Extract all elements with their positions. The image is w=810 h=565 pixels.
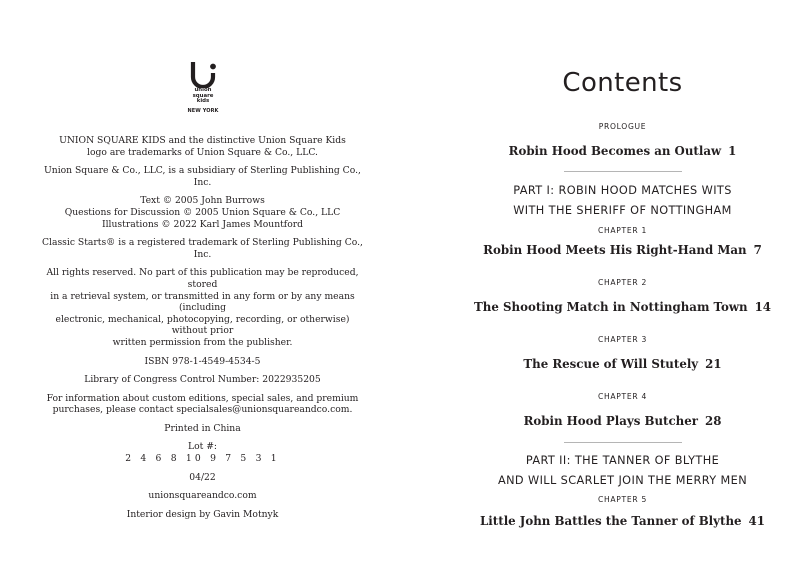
contents-title: Contents <box>562 68 683 98</box>
chapter-label: CHAPTER 1 <box>597 226 648 235</box>
isbn: ISBN 978-1-4549-4534-5 <box>144 355 261 367</box>
trademark-notice: UNION SQUARE KIDS and the distinctive Union Square Kids logo are trademarks of Union Square & Co., LLC. <box>59 135 346 158</box>
entry-title: Robin Hood Meets His Right-Hand Man <box>483 243 747 257</box>
toc-entry-chapter-1 <box>430 239 810 261</box>
chapter-label: CHAPTER 5 <box>597 495 648 504</box>
print-date: 04/22 <box>189 471 216 483</box>
entry-title: The Shooting Match in Nottingham Town <box>474 300 748 314</box>
part-1-heading: PART I: ROBIN HOOD MATCHES WITS WITH THE SHERIFF OF NOTTINGHAM <box>513 184 732 217</box>
lot-label: Lot #: <box>187 441 218 453</box>
chapter-label: CHAPTER 2 <box>597 278 648 287</box>
toc-entry-chapter-3 <box>430 353 810 375</box>
logo-line-3: kids <box>196 98 210 105</box>
logo-city: NEW YORK <box>187 107 219 114</box>
part-2-heading: PART II: THE TANNER OF BLYTHE AND WILL SCARLET JOIN THE MERRY MEN <box>497 454 748 487</box>
entry-title: Robin Hood Plays Butcher <box>523 414 698 428</box>
table-of-contents <box>430 67 810 532</box>
printed-in: Printed in China <box>164 422 241 434</box>
union-square-kids-logo-icon <box>189 60 217 88</box>
prologue-label: PROLOGUE <box>598 122 647 131</box>
special-sales-info: For information about custom editions, special sales, and premium purchases, please contact specialsales@unionsquareandco.com. <box>46 392 359 416</box>
entry-title: Little John Battles the Tanner of Blythe <box>480 514 742 528</box>
chapter-label: CHAPTER 4 <box>597 392 648 401</box>
entry-page: 1 <box>728 144 737 158</box>
chapter-label: CHAPTER 3 <box>597 335 648 344</box>
copyright-block <box>40 135 365 527</box>
toc-entry-prologue <box>430 140 810 162</box>
lot-info <box>40 441 365 464</box>
copyright-credits: Text © 2005 John Burrows Questions for Discussion © 2005 Union Square & Co., LLC Illustrations © 2022 Karl James Mountford <box>64 195 341 230</box>
classic-starts-notice: Classic Starts® is a registered trademark of Sterling Publishing Co., Inc. <box>42 237 363 260</box>
entry-page: 14 <box>754 300 771 314</box>
rights-notice: All rights reserved. No part of this publication may be reproduced, stored in a retrieval system, or transmitted in any form or by any means (including electronic, mechanical, photocopying, recording, or otherwise) without prior written permission from the publisher. <box>46 267 359 348</box>
toc-entry-chapter-5 <box>430 510 810 532</box>
entry-page: 21 <box>705 357 722 371</box>
entry-title: Robin Hood Becomes an Outlaw <box>508 144 722 158</box>
interior-design-credit: Interior design by Gavin Motnyk <box>126 508 279 520</box>
entry-page: 41 <box>748 514 765 528</box>
logo-line-2: square <box>192 92 214 99</box>
loc-number: Library of Congress Control Number: 2022935205 <box>84 374 321 386</box>
website: unionsquareandco.com <box>148 490 257 502</box>
entry-page: 28 <box>704 414 722 428</box>
subsidiary-notice: Union Square & Co., LLC, is a subsidiary of Sterling Publishing Co., Inc. <box>44 165 361 188</box>
entry-title: The Rescue of Will Stutely <box>523 357 699 371</box>
entry-page: 7 <box>753 243 762 257</box>
publisher-logo <box>180 60 226 114</box>
logo-line-1: union <box>194 87 212 93</box>
lot-numbers: 2 4 6 8 10 9 7 5 3 1 <box>125 453 280 465</box>
toc-entry-chapter-2 <box>430 296 810 318</box>
toc-entry-chapter-4 <box>430 410 810 432</box>
